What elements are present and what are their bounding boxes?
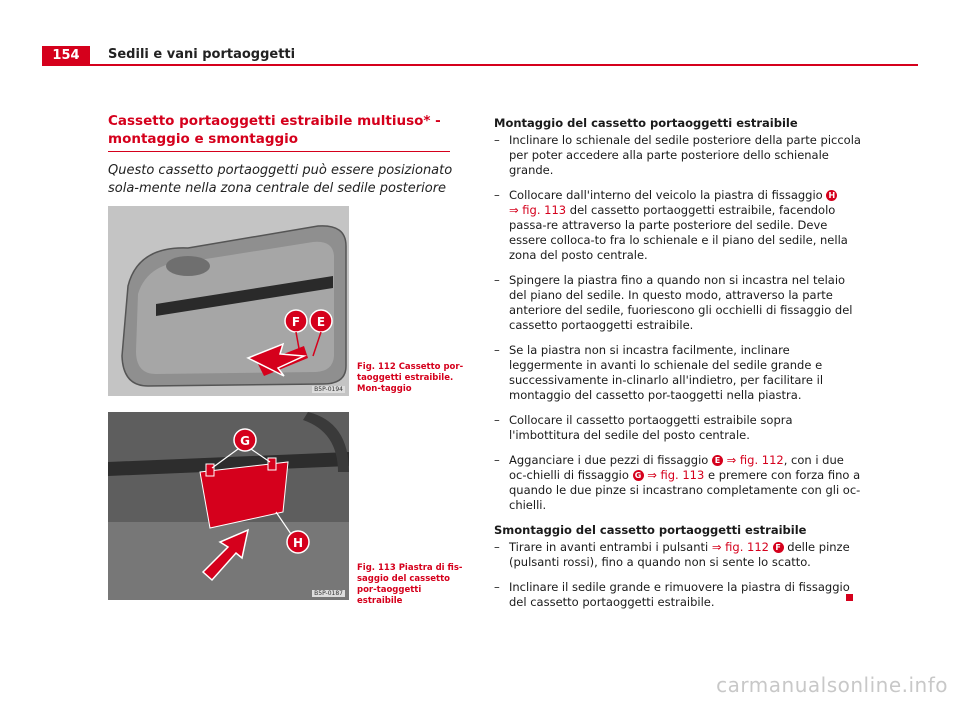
step-dash: –: [494, 453, 500, 467]
step-dash: –: [494, 540, 500, 554]
header-rule: [42, 64, 918, 66]
step-dash: –: [494, 580, 500, 594]
figure-112-code: B5P-0194: [314, 386, 343, 393]
step-dash: –: [494, 273, 500, 287]
step-dash: –: [494, 343, 500, 357]
storage-box-illustration: [108, 206, 349, 396]
mount-step-6: – Agganciare i due pezzi di fissaggio E ⇒ fig. 112, con i due oc-chielli di fissaggio G ⇒ fig. 113 e premere con forza fino a quando le due pinze si incastrano completamente con gli oc-chielli.: [494, 453, 861, 512]
mount-step-3: – Spingere la piastra fino a quando non si incastra nel telaio del piano del sedile. In questo modo, attraverso la parte anteriore del sedile, fuoriescono gli occhielli di fissaggio del cassetto portaoggetti estraibile.: [494, 273, 853, 332]
fig-113-link[interactable]: ⇒ fig. 113: [647, 468, 705, 482]
label-h: H: [292, 536, 304, 550]
section-end-marker: [846, 594, 853, 601]
figure-113-image: [108, 412, 349, 600]
mount-step-5: – Collocare il cassetto portaoggetti estraibile sopra l'imbottitura del sedile del posto centrale.: [494, 413, 793, 442]
label-f: F: [291, 315, 301, 329]
instructions: [494, 116, 864, 620]
label-e: E: [316, 315, 326, 329]
dismount-step-1: – Tirare in avanti entrambi i pulsanti ⇒ fig. 112 F delle pinze (pulsanti rossi), fino a quando non si sente lo scatto.: [494, 540, 850, 569]
mount-heading: Montaggio del cassetto portaoggetti estraibile: [494, 116, 798, 130]
step-dash: –: [494, 188, 500, 202]
mount-step-4: – Se la piastra non si incastra facilmente, inclinare leggermente in avanti lo schienale del sedile grande e successivamente in-clinarlo all'indietro, per facilitare il montaggio del cassetto por-taoggetti nella piastra.: [494, 343, 824, 402]
mount-step-2: – Collocare dall'interno del veicolo la piastra di fissaggio H ⇒ fig. 113 del cassetto portaoggetti estraibile, facendolo passa-re attraverso la parte posteriore del sedile. Deve essere colloca-to fra lo schienale e il piano del sedile, nella zona del posto centrale.: [494, 188, 848, 262]
section-rule: [108, 151, 450, 152]
figure-113-code: B5P-0187: [314, 590, 343, 597]
chapter-title: Sedili e vani portaoggetti: [108, 47, 296, 62]
figure-113-caption: Fig. 113 Piastra di fis-saggio del cassetto por-taoggetti estraibile: [357, 563, 463, 606]
dismount-heading: Smontaggio del cassetto portaoggetti estraibile: [494, 523, 807, 537]
mount-step-1: – Inclinare lo schienale del sedile posteriore della parte piccola per poter accedere alla parte posteriore dello schienale grande.: [494, 133, 861, 177]
section-intro: [108, 112, 453, 198]
section-intro-text: Questo cassetto portaoggetti può essere posizionato sola-mente nella zona centrale del sedile posteriore: [108, 163, 453, 196]
dismount-step-2: – Inclinare il sedile grande e rimuovere la piastra di fissaggio del cassetto portaoggetti estraibile.: [494, 580, 850, 609]
label-g: G: [240, 434, 250, 448]
mounting-plate-illustration: [108, 412, 349, 600]
fig-112-link[interactable]: ⇒ fig. 112: [711, 540, 769, 554]
watermark: carmanualsonline.info: [716, 673, 948, 697]
badge-e: E: [712, 455, 723, 466]
fig-112-link[interactable]: ⇒ fig. 112: [726, 453, 784, 467]
badge-h: H: [826, 190, 837, 201]
figure-112-image: [108, 206, 349, 396]
badge-g: G: [633, 470, 644, 481]
step-dash: –: [494, 413, 500, 427]
section-title: Cassetto portaoggetti estraibile multiuso* - montaggio e smontaggio: [108, 113, 441, 147]
page-number: 154: [42, 46, 90, 66]
figure-112-caption: Fig. 112 Cassetto por-taoggetti estraibile. Mon-taggio: [357, 362, 464, 394]
step-dash: –: [494, 133, 500, 147]
fig-113-link[interactable]: ⇒ fig. 113: [509, 203, 567, 217]
badge-f: F: [773, 542, 784, 553]
